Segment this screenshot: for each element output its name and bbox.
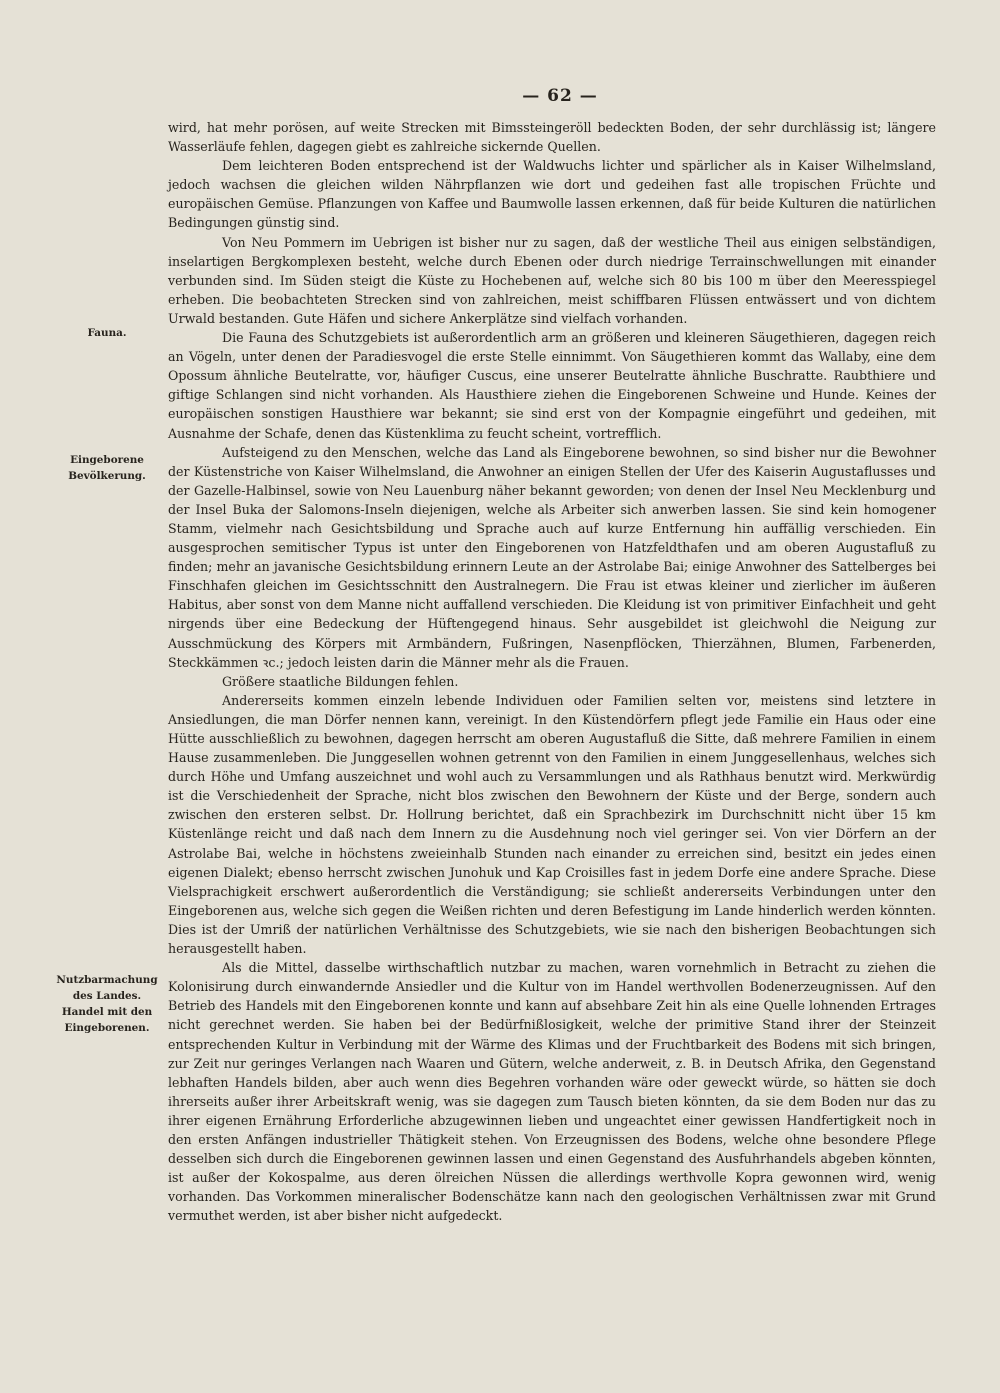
margin-note-eingeborene (54, 452, 160, 484)
margin-note-line: Handel mit den (61, 1006, 153, 1018)
margin-note-line: Eingeborene (70, 454, 144, 466)
paragraph: Größere staatliche Bildungen fehlen. (222, 673, 459, 689)
margin-note-line: Bevölkerung. (68, 470, 146, 482)
page-number: — 62 — (522, 86, 598, 106)
margin-note-line: Fauna. (87, 327, 127, 339)
paragraph: Von Neu Pommern im Uebrigen ist bisher nur zu sagen, daß der westliche Theil aus einigen selbständigen, inselartigen Bergkomplexen besteht, welche durch Ebenen oder durch niedrige Terrainschwellungen mit einander verbunden sind. Im Süden steigt die Küste zu Hochebenen auf, welche sich 80 bis 100 m über den Meeresspiegel erheben. Die beobachteten Strecken sind von zahlreichen, meist schiffbaren Flüssen entwässert und von dichtem Urwald bestanden. Gute Häfen und sichere Ankerplätze sind vielfach vorhanden. (168, 234, 936, 326)
paragraph: wird, hat mehr porösen, auf weite Strecken mit Bimssteingeröll bedeckten Boden, der sehr durchlässig ist; längere Wasserläufe fehlen, dagegen giebt es zahlreiche sickernde Quellen. (168, 120, 936, 155)
margin-note-line: Nutzbarmachung (56, 974, 158, 986)
body-text (168, 118, 936, 1225)
paragraph: Dem leichteren Boden entsprechend ist der Waldwuchs lichter und spärlicher als in Kaiser Wilhelmsland, jedoch wachsen die gleichen wilden Nährpflanzen wie dort und gedeihen fast alle tropischen Früchte und europäischen Gemüse. Pflanzungen von Kaffee und Baumwolle lassen erkennen, daß für beide Kulturen die natürlichen Bedingungen günstig sind. (168, 158, 936, 231)
paragraph: Als die Mittel, dasselbe wirthschaftlich nutzbar zu machen, waren vornehmlich in Betracht zu ziehen die Kolonisirung durch einwandernde Ansiedler und die Kultur von im Handel werthvollen Bodenerzeugnissen. Auf den Betrieb des Handels mit den Eingeborenen konnte und kann auf absehbare Zeit hin als eine Quelle lohnenden Ertrages nicht gerechnet werden. Sie haben bei der Bedürfnißlosigkeit, welche der primitive Stand ihrer der Steinzeit entsprechenden Kultur in Verbindung mit der Wärme des Klimas und der Fruchtbarkeit des Bodens mit sich bringen, zur Zeit nur geringes Verlangen nach Waaren und Gütern, welche anderweit, z. B. in Deutsch Afrika, den Gegenstand lebhaften Handels bilden, aber auch wenn dies Begehren vorhanden wäre oder geweckt würde, so hätten sie doch ihrerseits außer ihrer Arbeitskraft wenig, was sie dagegen zum Tausch bieten könnten, da sie dem Boden nur das zu ihrer eigenen Ernährung Erforderliche abzugewinnen lieben und ungeachtet einer gewissen Handfertigkeit noch in den ersten Anfängen industrieller Thätigkeit stehen. Von Erzeugnissen des Bodens, welche ohne besondere Pflege desselben sich durch die Eingeborenen gewinnen lassen und einen Gegenstand des Ausfuhrhandels abgeben könnten, ist außer der Kokospalme, aus deren ölreichen Nüssen die allerdings werthvolle Kopra gewonnen wird, wenig vorhanden. Das Vorkommen mineralischer Bodenschätze kann nach den geologischen Verhältnissen zwar mit Grund vermuthet werden, ist aber bisher nicht aufgedeckt. (168, 960, 936, 1224)
paragraph: Die Fauna des Schutzgebiets ist außerordentlich arm an größeren und kleineren Säugethieren, dagegen reich an Vögeln, unter denen der Paradiesvogel die erste Stelle einnimmt. Von Säugethieren kommt das Wallaby, eine dem Opossum ähnliche Beutelratte, vor, häufiger Cuscus, eine unserer Beutelratte ähnliche Buschratte. Raubthiere und giftige Schlangen sind nicht vorhanden. Als Hausthiere ziehen die Eingeborenen Schweine und Hunde. Keines der europäischen sonstigen Hausthiere war bekannt; sie sind erst von der Kompagnie eingeführt und gedeihen, mit Ausnahme der Schafe, denen das Küstenklima zu feucht scheint, vortrefflich. (168, 330, 936, 441)
margin-note-nutzbarmachung (54, 972, 160, 1036)
margin-note-line: des Landes. (72, 990, 142, 1002)
paragraph: Aufsteigend zu den Menschen, welche das Land als Eingeborene bewohnen, so sind bisher nur die Bewohner der Küstenstriche von Kaiser Wilhelmsland, die Anwohner an einigen Stellen der Ufer des Kaiserin Augustaflusses und der Gazelle-Halbinsel, sowie von Neu Lauenburg näher bekannt geworden; von denen der Insel Neu Mecklenburg und der Insel Buka der Salomons-Inseln diejenigen, welche als Arbeiter sich anwerben lassen. Sie sind kein homogener Stamm, vielmehr nach Gesichtsbildung und Sprache auch auf kurze Entfernung hin auffällig verschieden. Ein ausgesprochen semitischer Typus ist unter den Eingeborenen von Hatzfeldthafen und am oberen Augustafluß zu finden; mehr an javanische Gesichtsbildung erinnern Leute an der Astrolabe Bai; einige Anwohner des Sattelberges bei Finschhafen gleichen im Gesichtsschnitt den Australnegern. Die Frau ist etwas kleiner und zierlicher im äußeren Habitus, aber sonst von dem Manne nicht auffallend verschieden. Die Kleidung ist von primitiver Einfachheit und geht nirgends über eine Bedeckung der Hüftengegend hinaus. Sehr ausgebildet ist gleichwohl die Neigung zur Ausschmückung des Körpers mit Armbändern, Fußringen, Nasenpflöcken, Thierzähnen, Blumen, Farbenerden, Steckkämmen ꝛc.; jedoch leisten darin die Männer mehr als die Frauen. (168, 444, 936, 670)
paragraph: Andererseits kommen einzeln lebende Individuen oder Familien selten vor, meistens sind letztere in Ansiedlungen, die man Dörfer nennen kann, vereinigt. In den Küstendörfern pflegt jede Familie ein Haus oder eine Hütte ausschließlich zu bewohnen, dagegen herrscht am oberen Augustafluß die Sitte, daß mehrere Familien in einem Hause zusammenleben. Die Junggesellen wohnen getrennt von den Familien in einem Junggesellenhaus, welches sich durch Höhe und Umfang auszeichnet und wohl auch zu Versammlungen und als Rathhaus benutzt wird. Merkwürdig ist die Verschiedenheit der Sprache, nicht blos zwischen den Bewohnern der Küste und der Berge, sondern auch zwischen den ersteren selbst. Dr. Hollrung berichtet, daß ein Sprachbezirk im Durchschnitt nicht über 15 km Küstenlänge reicht und daß nach dem Innern zu die Ausdehnung noch viel geringer sei. Von vier Dörfern an der Astrolabe Bai, welche in höchstens zweieinhalb Stunden nach einander zu erreichen sind, besitzt ein jedes einen eigenen Dialekt; ebenso herrscht zwischen Junohuk und Kap Croisilles fast in jedem Dorfe eine andere Sprache. Diese Vielsprachigkeit erschwert außerordentlich die Verständigung; sie schließt andererseits Verbindungen unter den Eingeborenen aus, welche sich gegen die Weißen richten und deren Befestigung im Lande hinderlich werden könnten. Dies ist der Umriß der natürlichen Verhältnisse des Schutzgebiets, wie sie nach den bisherigen Beobachtungen sich herausgestellt haben. (168, 692, 936, 957)
margin-note-line: Eingeborenen. (64, 1022, 150, 1034)
margin-note-fauna (54, 325, 160, 341)
